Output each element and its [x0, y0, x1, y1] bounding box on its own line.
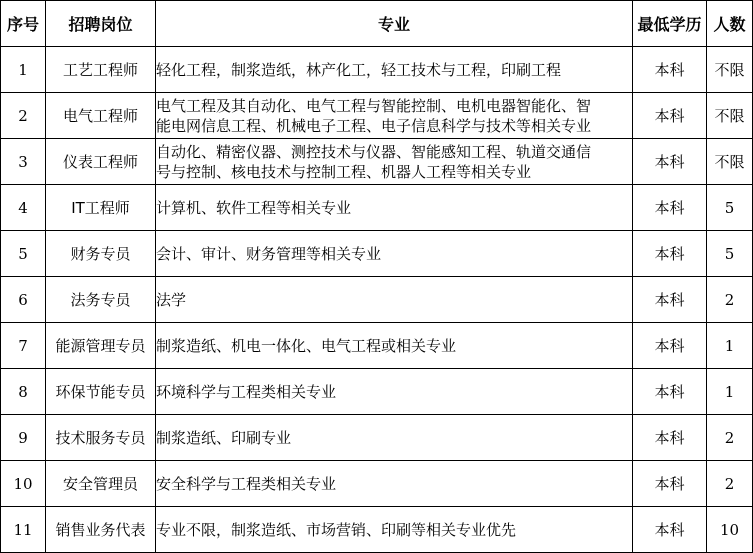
table-header-row	[1, 1, 753, 47]
cell-count: 不限	[707, 139, 753, 185]
cell-no: 9	[1, 415, 46, 461]
cell-count: 不限	[707, 93, 753, 139]
cell-position: 能源管理专员	[46, 323, 156, 369]
cell-major-line: 能电网信息工程、机械电子工程、电子信息科学与技术等相关专业	[156, 116, 592, 135]
cell-major	[156, 47, 633, 93]
cell-count: 5	[707, 231, 753, 277]
table-row	[1, 185, 753, 231]
cell-major	[156, 231, 633, 277]
cell-education: 本科	[633, 415, 707, 461]
cell-major-line: 电气工程及其自动化、电气工程与智能控制、电机电器智能化、智	[156, 96, 592, 115]
cell-count: 1	[707, 369, 753, 415]
cell-major-line: 制浆造纸、机电一体化、电气工程或相关专业	[156, 336, 457, 355]
cell-major	[156, 323, 633, 369]
table-body	[1, 47, 753, 553]
cell-no: 5	[1, 231, 46, 277]
table-row	[1, 277, 753, 323]
cell-count: 2	[707, 461, 753, 507]
table-row	[1, 47, 753, 93]
table-row	[1, 93, 753, 139]
cell-no: 7	[1, 323, 46, 369]
cell-count: 不限	[707, 47, 753, 93]
cell-major-line: 专业不限，制浆造纸、市场营销、印刷等相关专业优先	[156, 520, 517, 539]
cell-education: 本科	[633, 507, 707, 553]
cell-major	[156, 93, 633, 139]
cell-major	[156, 139, 633, 185]
cell-position: 安全管理员	[46, 461, 156, 507]
header-position: 招聘岗位	[46, 1, 156, 47]
cell-major-line: 制浆造纸、印刷专业	[156, 428, 292, 447]
cell-major	[156, 185, 633, 231]
cell-education: 本科	[633, 231, 707, 277]
cell-education: 本科	[633, 277, 707, 323]
table-row	[1, 139, 753, 185]
cell-no: 11	[1, 507, 46, 553]
cell-count: 2	[707, 277, 753, 323]
cell-major-line: 自动化、精密仪器、测控技术与仪器、智能感知工程、轨道交通信	[156, 142, 592, 161]
cell-no: 6	[1, 277, 46, 323]
cell-education: 本科	[633, 369, 707, 415]
cell-major	[156, 369, 633, 415]
cell-major	[156, 277, 633, 323]
cell-position: 电气工程师	[46, 93, 156, 139]
cell-position: IT工程师	[46, 185, 156, 231]
cell-position: 环保节能专员	[46, 369, 156, 415]
cell-major	[156, 415, 633, 461]
cell-count: 1	[707, 323, 753, 369]
cell-no: 8	[1, 369, 46, 415]
cell-education: 本科	[633, 185, 707, 231]
cell-position: 技术服务专员	[46, 415, 156, 461]
cell-major-line: 号与控制、核电技术与控制工程、机器人工程等相关专业	[156, 162, 532, 181]
cell-major-line: 安全科学与工程类相关专业	[156, 474, 337, 493]
table-row	[1, 507, 753, 553]
cell-no: 4	[1, 185, 46, 231]
cell-major-line: 环境科学与工程类相关专业	[156, 382, 337, 401]
cell-position: 工艺工程师	[46, 47, 156, 93]
cell-major	[156, 461, 633, 507]
cell-major-line: 会计、审计、财务管理等相关专业	[156, 244, 382, 263]
header-count: 人数	[707, 1, 753, 47]
cell-no: 2	[1, 93, 46, 139]
cell-position: 仪表工程师	[46, 139, 156, 185]
header-no: 序号	[1, 1, 46, 47]
cell-no: 1	[1, 47, 46, 93]
cell-major-line: 计算机、软件工程等相关专业	[156, 198, 352, 217]
cell-position: 财务专员	[46, 231, 156, 277]
cell-position: 法务专员	[46, 277, 156, 323]
cell-major-line: 法学	[156, 290, 187, 309]
cell-major-line: 轻化工程，制浆造纸，林产化工，轻工技术与工程，印刷工程	[156, 60, 562, 79]
table-row	[1, 415, 753, 461]
cell-education: 本科	[633, 461, 707, 507]
cell-count: 5	[707, 185, 753, 231]
cell-count: 10	[707, 507, 753, 553]
cell-no: 3	[1, 139, 46, 185]
table-row	[1, 323, 753, 369]
cell-education: 本科	[633, 47, 707, 93]
table-row	[1, 369, 753, 415]
cell-count: 2	[707, 415, 753, 461]
cell-no: 10	[1, 461, 46, 507]
header-education: 最低学历	[633, 1, 707, 47]
cell-major	[156, 507, 633, 553]
cell-education: 本科	[633, 93, 707, 139]
cell-education: 本科	[633, 323, 707, 369]
table-row	[1, 231, 753, 277]
cell-position: 销售业务代表	[46, 507, 156, 553]
table-row	[1, 461, 753, 507]
cell-education: 本科	[633, 139, 707, 185]
header-major: 专业	[156, 1, 633, 47]
